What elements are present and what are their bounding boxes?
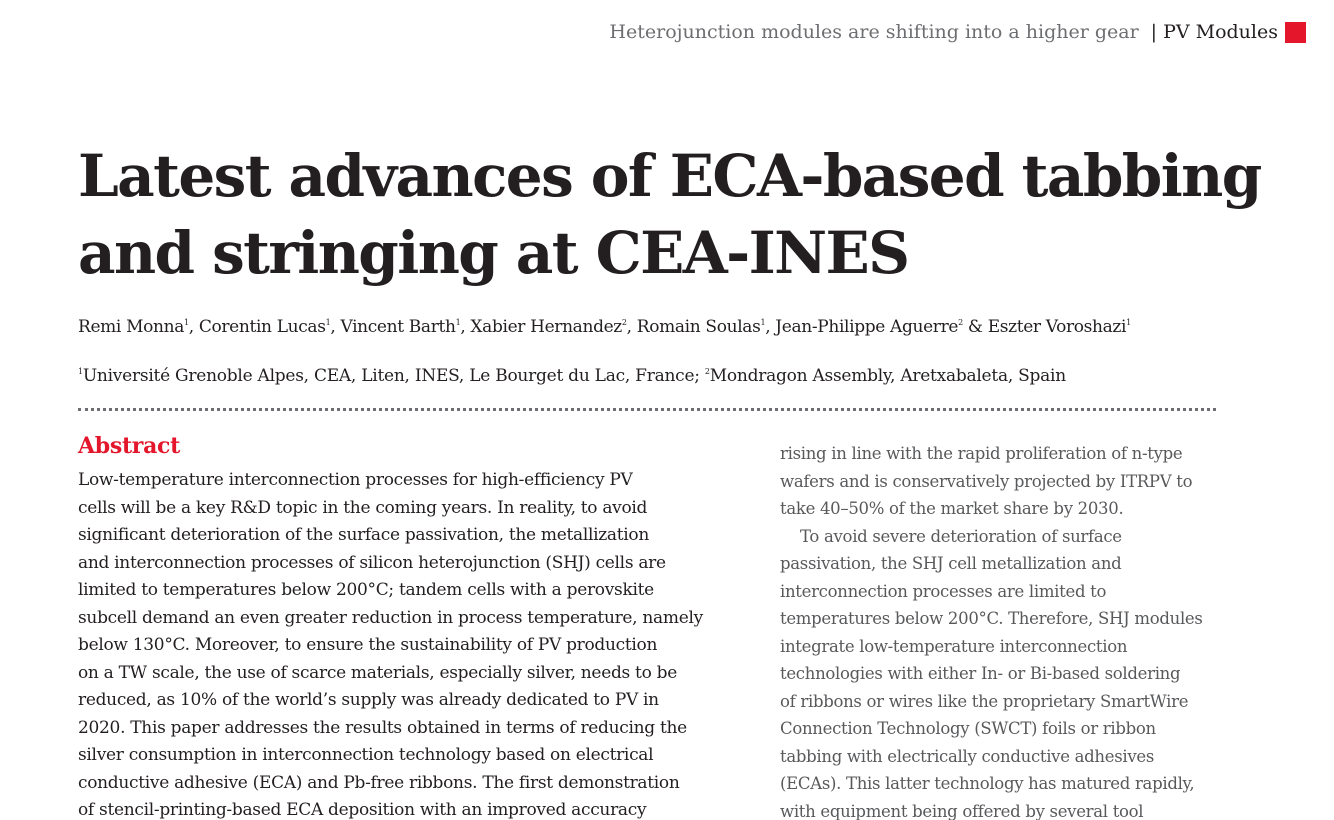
author-affiliation-mark: 2 bbox=[958, 318, 963, 327]
abstract-line: conductive adhesive (ECA) and Pb-free ribbons. The first demonstration bbox=[78, 772, 680, 793]
affiliation-mark: 1 bbox=[78, 367, 83, 376]
author-list bbox=[78, 317, 1131, 337]
abstract-line: Low-temperature interconnection processes for high-efficiency PV bbox=[78, 470, 633, 490]
affiliation-text: Mondragon Assembly, Aretxabaleta, Spain bbox=[709, 366, 1066, 386]
body-line: technologies with either In- or Bi-based soldering bbox=[780, 664, 1181, 683]
author-name: Vincent Barth bbox=[340, 317, 456, 337]
author-affiliation-mark: 1 bbox=[184, 318, 189, 327]
author-affiliation-mark: 1 bbox=[455, 318, 461, 327]
author-name: Xabier Hernandez bbox=[470, 317, 622, 337]
article-title bbox=[78, 138, 1268, 292]
abstract-line: 2020. This paper addresses the results obtained in terms of reducing the bbox=[78, 717, 687, 738]
body-line: take 40–50% of the market share by 2030. bbox=[780, 499, 1124, 518]
body-line: integrate low-temperature interconnection bbox=[780, 636, 1128, 656]
author-separator: , bbox=[765, 317, 776, 337]
affiliation-text: Université Grenoble Alpes, CEA, Liten, INES, Le Bourget du Lac, France; bbox=[82, 366, 705, 386]
abstract-heading: Abstract bbox=[78, 433, 181, 459]
body-line: temperatures below 200°C. Therefore, SHJ modules bbox=[780, 609, 1203, 628]
abstract-line: on a TW scale, the use of scarce materials, especially silver, needs to be bbox=[78, 662, 677, 683]
abstract-line: and interconnection processes of silicon heterojunction (SHJ) cells are bbox=[78, 552, 666, 573]
abstract-line: significant deterioration of the surface passivation, the metallization bbox=[78, 525, 649, 545]
author-affiliation-mark: 1 bbox=[1126, 318, 1131, 327]
author-separator: , bbox=[460, 317, 471, 337]
running-header-separator: | bbox=[1150, 21, 1158, 43]
abstract-line: subcell demand an even greater reduction in process temperature, namely bbox=[78, 607, 703, 628]
running-header-section: PV Modules bbox=[1163, 21, 1278, 43]
body-line: tabbing with electrically conductive adhesives bbox=[780, 746, 1155, 766]
body-line: of ribbons or wires like the proprietary SmartWire bbox=[780, 691, 1189, 711]
abstract-line: below 130°C. Moreover, to ensure the sustainability of PV production bbox=[78, 635, 658, 655]
running-header bbox=[609, 21, 1306, 43]
author-name: Jean-Philippe Aguerre bbox=[775, 317, 959, 337]
author-separator: , bbox=[188, 317, 199, 337]
body-line: passivation, the SHJ cell metallization and bbox=[780, 554, 1122, 573]
author-name: Remi Monna bbox=[78, 317, 184, 337]
title-line: Latest advances of ECA-based tabbing bbox=[78, 142, 1261, 210]
abstract-line: of stencil-printing-based ECA deposition with an improved accuracy bbox=[78, 800, 647, 820]
dotted-divider bbox=[78, 408, 1216, 411]
abstract-body bbox=[78, 467, 748, 820]
author-name: Romain Soulas bbox=[636, 317, 761, 337]
title-line: and stringing at CEA-INES bbox=[78, 219, 909, 287]
author-affiliation-mark: 1 bbox=[325, 318, 331, 327]
abstract-line: limited to temperatures below 200°C; tandem cells with a perovskite bbox=[78, 580, 654, 600]
author-separator: , bbox=[626, 317, 637, 337]
body-line: wafers and is conservatively projected by ITRPV to bbox=[780, 471, 1193, 491]
body-column-right bbox=[780, 440, 1220, 820]
author-separator: , bbox=[330, 317, 341, 337]
author-name: Corentin Lucas bbox=[198, 317, 326, 337]
body-line: with equipment being offered by several tool bbox=[780, 801, 1144, 820]
abstract-line: cells will be a key R&D topic in the coming years. In reality, to avoid bbox=[78, 497, 648, 518]
body-line: (ECAs). This latter technology has matured rapidly, bbox=[780, 774, 1195, 793]
affiliation-list bbox=[78, 366, 1066, 386]
section-marker-square bbox=[1285, 22, 1306, 43]
running-header-topic: Heterojunction modules are shifting into a higher gear bbox=[609, 21, 1139, 43]
abstract-line: silver consumption in interconnection technology based on electrical bbox=[78, 745, 654, 765]
author-separator: & bbox=[962, 317, 988, 337]
author-affiliation-mark: 1 bbox=[760, 318, 766, 327]
author-name: Eszter Voroshazi bbox=[987, 317, 1127, 337]
body-line: Connection Technology (SWCT) foils or ribbon bbox=[780, 719, 1156, 738]
abstract-line: reduced, as 10% of the world’s supply was already dedicated to PV in bbox=[78, 690, 659, 710]
body-line: To avoid severe deterioration of surface bbox=[800, 526, 1122, 546]
affiliation-mark: 2 bbox=[704, 367, 710, 376]
author-affiliation-mark: 2 bbox=[621, 318, 627, 327]
body-line: rising in line with the rapid proliferation of n-type bbox=[780, 444, 1183, 463]
body-line: interconnection processes are limited to bbox=[780, 581, 1107, 601]
